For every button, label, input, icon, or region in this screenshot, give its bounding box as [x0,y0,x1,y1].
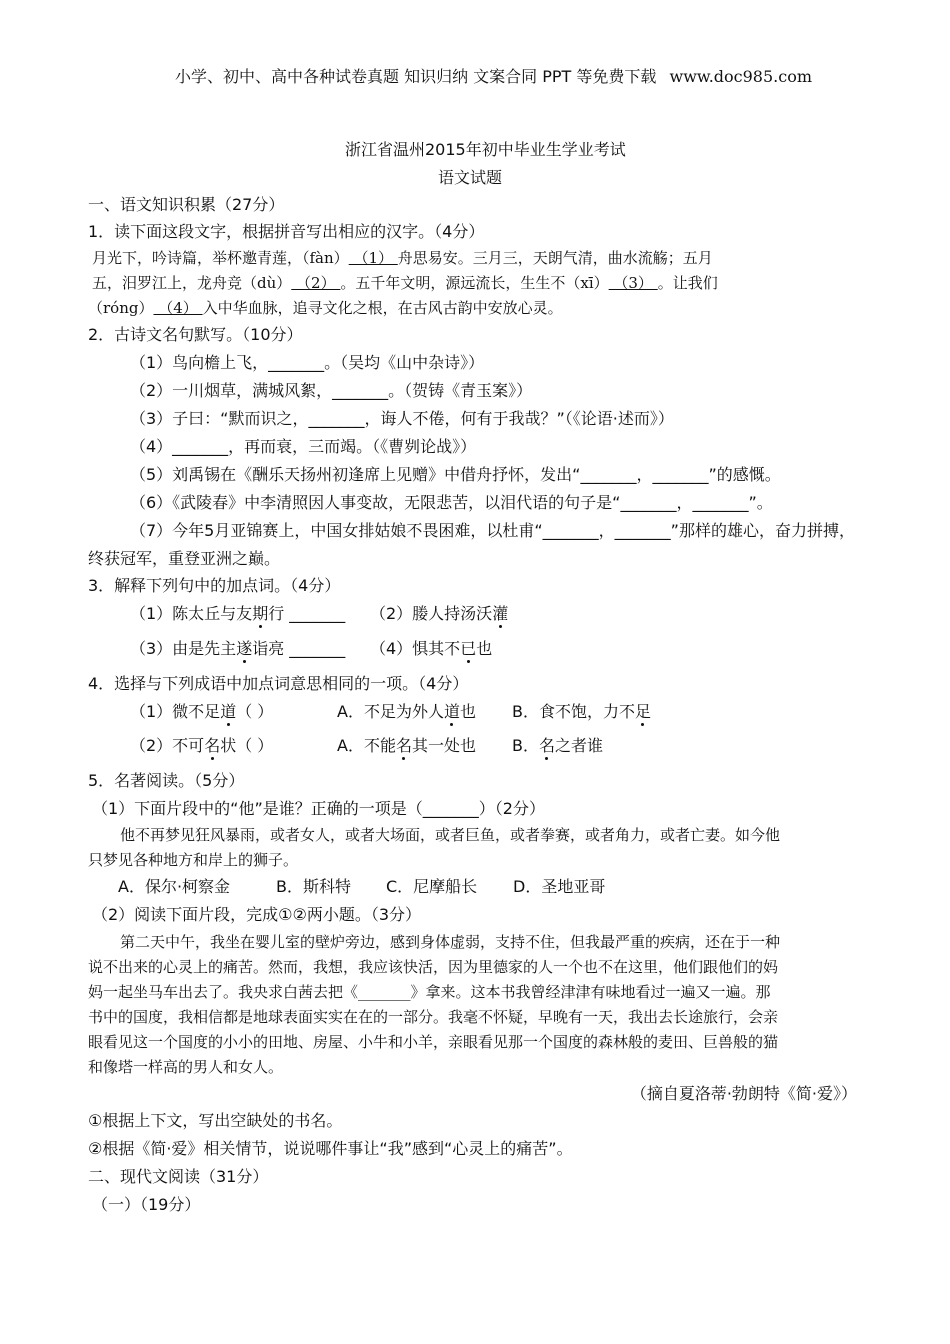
q5-option-d[interactable]: D．圣地亚哥 [513,877,606,896]
q4-stem: 4．选择与下列成语中加点词意思相同的一项。（4分） [88,674,469,693]
q5-sub-1: （1）下面片段中的“他”是谁？正确的一项是（_______）（2分） [92,799,545,818]
q1-stem: 1．读下面这段文字，根据拼音写出相应的汉字。（4分） [88,222,485,241]
q5-passage-line-2: 说不出来的心灵上的痛苦。然而，我想，我应该快活，因为里德家的人一个也不在这里，他们跟他们的妈 [88,958,779,976]
q4-row-1-option-a[interactable]: A．不足为外人道也 [337,702,476,721]
q2-item-4: （4）_______，再而衰，三而竭。（《曹刿论战》） [130,437,477,456]
q3-item-3: （3）由是先主遂诣亮 _______ [130,639,346,658]
q5-sub-2: （2）阅读下面片段，完成①②两小题。（3分） [92,905,422,924]
q4-row-1-option-b[interactable]: B．食不饱，力不足 [512,702,651,721]
exam-title: 浙江省温州2015年初中毕业生学业考试 [345,140,626,159]
q2-item-1: （1）鸟向檐上飞，_______。（吴均《山中杂诗》） [130,353,485,372]
q2-item-6: （6）《武陵春》中李清照因人事变故，无限悲苦，以泪代语的句子是“_______，_______”。 [130,493,773,512]
q5-excerpt-line-2: 只梦见各种地方和岸上的狮子。 [88,851,299,869]
q3-stem: 3．解释下列句中的加点词。（4分） [88,576,341,595]
q4-row-2-stem: （2）不可名状（ ） [130,736,274,755]
q5-passage-line-4: 书中的国度，我相信都是地球表面实实在在的一部分。我毫不怀疑，早晚有一天，我出去长途旅行，会亲 [88,1008,779,1026]
q5-passage-line-1: 第二天中午，我坐在婴儿室的壁炉旁边，感到身体虚弱，支持不住，但我最严重的疾病，还在于一种 [120,933,781,951]
q5-option-c[interactable]: C．尼摩船长 [386,877,478,896]
section-1-heading: 一、语文知识积累（27分） [88,195,285,214]
blank-3[interactable]: （3） [608,274,658,292]
q5-option-a[interactable]: A．保尔·柯察金 [118,877,231,896]
q2-stem: 2．古诗文名句默写。（10分） [88,325,303,344]
q1-passage-line-3: （róng） （4） 入中华血脉，追寻文化之根，在古风古韵中安放心灵。 [88,299,563,317]
q3-item-4: （4）惧其不已也 [370,639,493,658]
q4-row-1-stem: （1）微不足道（ ） [130,702,274,721]
q2-item-3: （3）子曰：“默而识之，_______，诲人不倦，何有于我哉？”（《论语·述而》） [130,409,674,428]
q3-item-2: （2）媵人持汤沃灌 [370,604,509,623]
q5-question-a: ①根据上下文，写出空缺处的书名。 [88,1111,343,1130]
q4-row-2-option-a[interactable]: A．不能名其一处也 [337,736,476,755]
blank-1[interactable]: （1） [348,249,398,267]
q4-row-2-option-b[interactable]: B．名之者谁 [512,736,604,755]
q2-item-7-cont: 终获冠军，重登亚洲之巅。 [88,549,281,568]
blank-2[interactable]: （2） [291,274,341,292]
header-url[interactable]: www.doc985.com [669,67,813,86]
q5-stem: 5．名著阅读。（5分） [88,771,245,790]
q1-passage-line-1: 月光下，吟诗篇，举杯邀青莲，（fàn） （1） 舟思易安。三月三，天朗气清，曲水流觞；五月 [92,249,713,267]
q5-option-b[interactable]: B．斯科特 [276,877,351,896]
q2-item-5: （5）刘禹锡在《酬乐天扬州初逢席上见赠》中借舟抒怀，发出“_______，_______”的感慨。 [130,465,781,484]
q3-item-1: （1）陈太丘与友期行 _______ [130,604,346,623]
q5-passage-line-6: 和像塔一样高的男人和女人。 [88,1058,284,1076]
q5-excerpt-line-1: 他不再梦见狂风暴雨，或者女人，或者大场面，或者巨鱼，或者拳赛，或者角力，或者亡妻。如今他 [120,826,781,844]
q5-passage-line-3: 妈一起坐马车出去了。我央求白茜去把《_______》拿来。这本书我曾经津津有味地看过一遍又一遍。那 [88,983,771,1001]
q1-passage-line-2: 五，汨罗江上，龙舟竞（dù） （2） 。五千年文明，源远流长，生生不（xī） （3） 。让我们 [92,274,718,292]
q5-question-b: ②根据《简·爱》相关情节，说说哪件事让“我”感到“心灵上的痛苦”。 [88,1139,573,1158]
q5-passage-source: （摘自夏洛蒂·勃朗特《简·爱》） [630,1084,857,1103]
q2-item-7: （7）今年5月亚锦赛上，中国女排姑娘不畏困难，以杜甫“_______，_______”那样的雄心，奋力拼搏， [130,521,855,540]
exam-subtitle: 语文试题 [438,168,503,187]
blank-4[interactable]: （4） [153,299,203,317]
section-2-heading: 二、现代文阅读（31分） [88,1167,269,1186]
q2-item-2: （2）一川烟草，满城风絮，_______。（贺铸《青玉案》） [130,381,533,400]
page-header [175,69,812,85]
header-ad-text: 小学、初中、高中各种试卷真题 知识归纳 文案合同 PPT 等免费下载 [175,67,657,86]
q5-passage-line-5: 眼看见这一个国度的小小的田地、房屋、小牛和小羊，亲眼看见那一个国度的森林般的麦田、巨兽般的猫 [88,1033,779,1051]
section-2-part-1: （一）（19分） [92,1195,201,1214]
